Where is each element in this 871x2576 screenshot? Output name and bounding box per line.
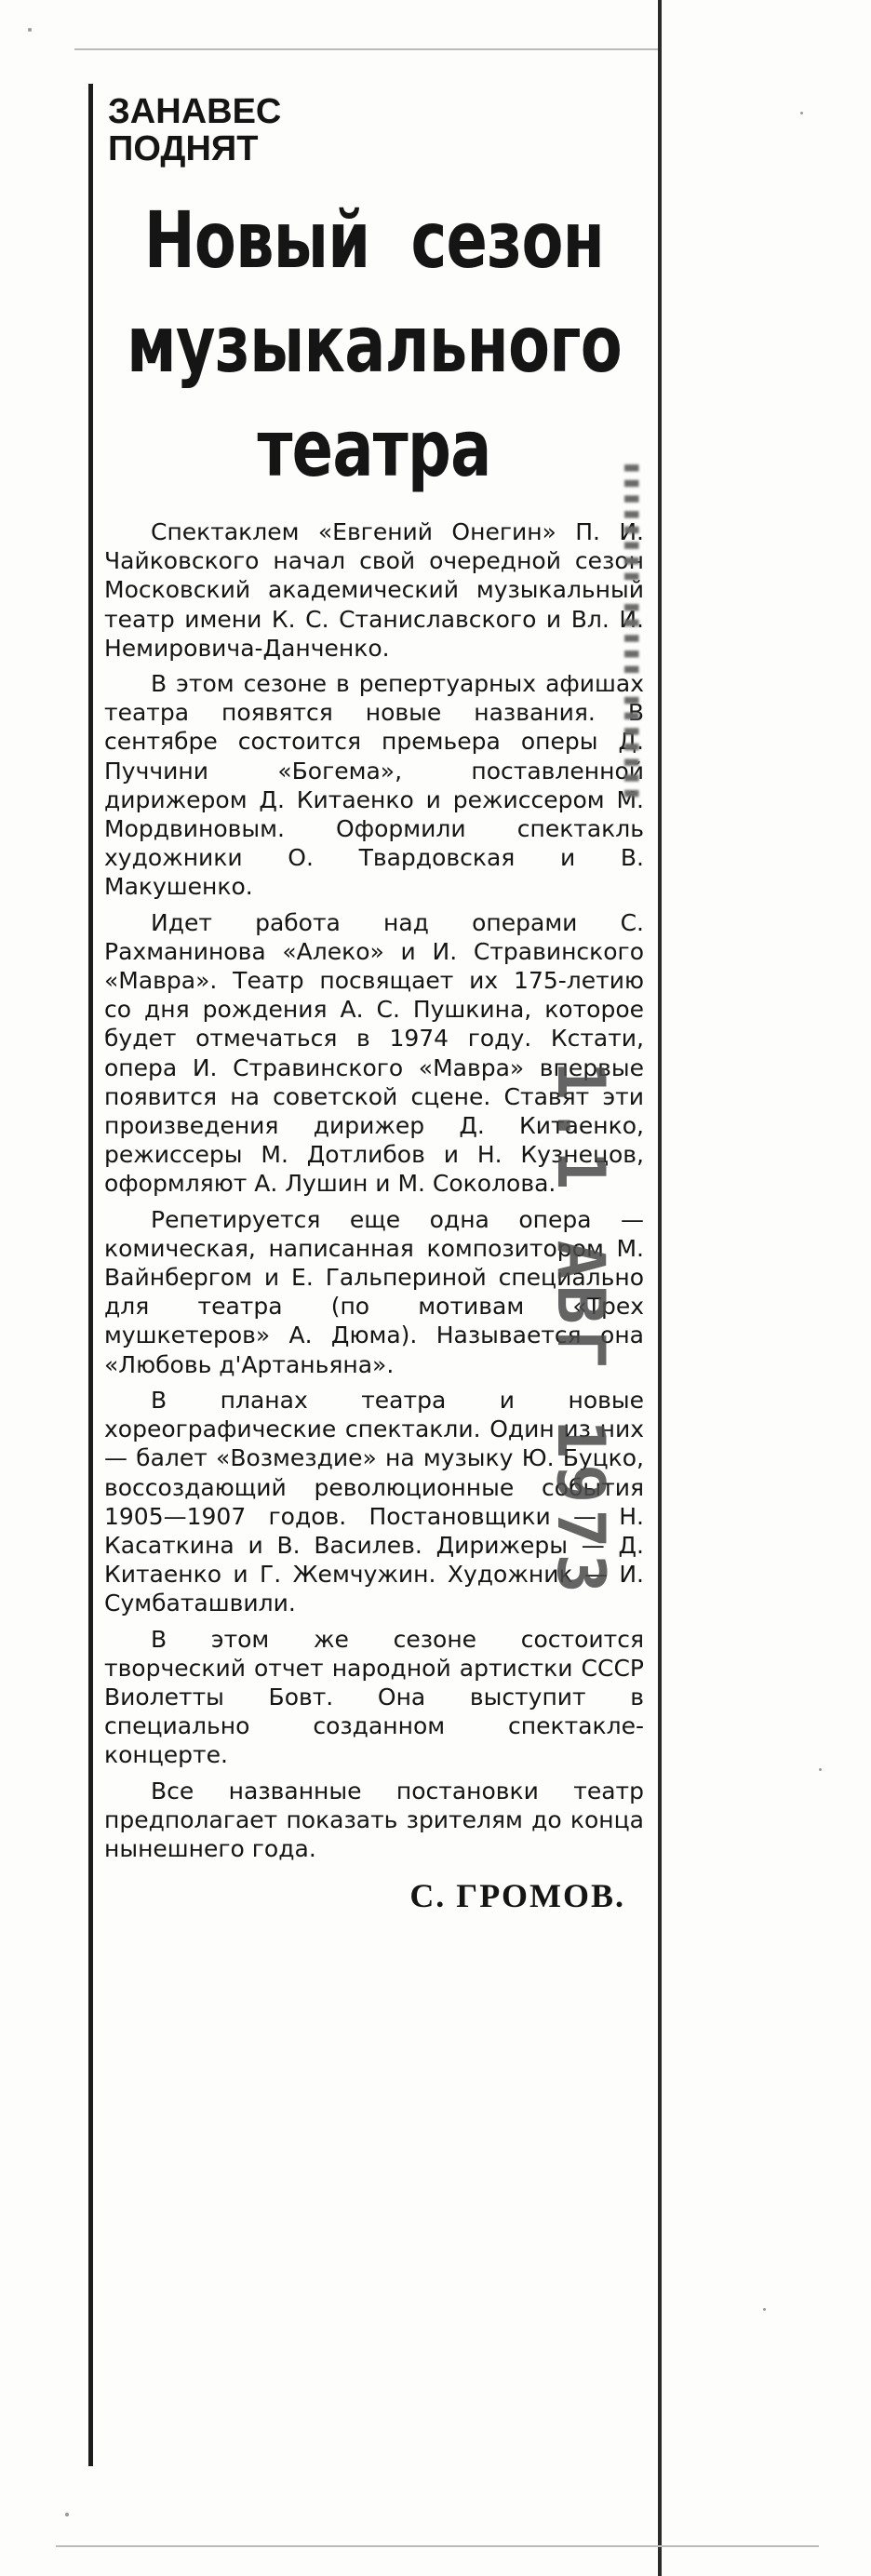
- paper-speck: [819, 1768, 822, 1771]
- headline-line: Новый сезон: [143, 195, 605, 286]
- date-stamp: 1.1 АВГ 1973: [543, 1061, 619, 1599]
- paragraph: Все названные постановки театр предполагает показать зрителям до конца нынешнего года.: [104, 1777, 644, 1862]
- headline-line: музыкального: [127, 299, 622, 390]
- paragraph: В планах театра и новые хореографические спектакли. Один из них — балет «Возмездие» на музыку Ю. Буцко, воссоздающий революционные события 1905—1907 годов. Постановщики — Н. Касаткина и В. Василев. Дирижеры — Д. Китаенко и Г. Жемчужин. Художник — И. Сумбаташвили.: [104, 1386, 644, 1617]
- rubric-line: ПОДНЯТ: [108, 129, 259, 168]
- headline-line: театра: [257, 403, 491, 494]
- author-signature: С. ГРОМОВ.: [409, 1877, 625, 1915]
- paragraph: Спектаклем «Евгений Онегин» П. И. Чайковского начал свой очередной сезон Московский академический музыкальный театр имени К. С. Станиславского и Вл. И. Немировича-Данченко.: [104, 518, 644, 662]
- paragraph: В этом же сезоне состоится творческий отчет народной артистки СССР Виолетты Бовт. Она выступит в специально созданном спектакле-концерте.: [104, 1625, 644, 1769]
- top-rule: [74, 48, 659, 50]
- paper-speck: [763, 2308, 766, 2311]
- column-rule-left: [88, 84, 93, 2466]
- rubric-line: ЗАНАВЕС: [108, 92, 282, 131]
- blurred-library-stamp: ▮▮▮▮▮▮▮▮ ▮▮▮▮▮ ▮▮▮▮▮▮▮: [619, 461, 647, 802]
- paper-speck: [65, 2513, 69, 2516]
- headline: [113, 188, 636, 501]
- paper-speck: [800, 112, 803, 114]
- column-rule-right: [658, 0, 662, 2576]
- bottom-rule: [56, 2545, 819, 2547]
- paper-speck: [28, 28, 32, 32]
- newspaper-clipping: [104, 93, 644, 1915]
- paragraph: В этом сезоне в репертуарных афишах театра появятся новые названия. В сентябре состоится премьера оперы Д. Пуччини «Богема», поставленной дирижером Д. Китаенко и режиссером М. Мордвиновым. Оформили спектакль художники О. Твардовская и В. Макушенко.: [104, 670, 644, 901]
- paragraph: Репетируется еще одна опера — комическая, написанная композитором М. Вайнбергом и Е. Гальпериной специально для театра (по мотивам «Трех мушкетеров» А. Дюма). Называется она «Любовь д'Артаньяна».: [104, 1205, 644, 1378]
- paragraph: Идет работа над операми С. Рахманинова «Алеко» и И. Стравинского «Мавра». Театр посвящает их 175-летию со дня рождения А. С. Пушкина, которое будет отмечаться в 1974 году. Кстати, опера И. Стравинского «Мавра» впервые появится на советской сцене. Ставят эти произведения дирижер Д. Китаенко, режиссеры М. Дотлибов и Н. Кузнецов, оформляют А. Лушин и М. Соколова.: [104, 908, 644, 1198]
- rubric: [108, 93, 644, 168]
